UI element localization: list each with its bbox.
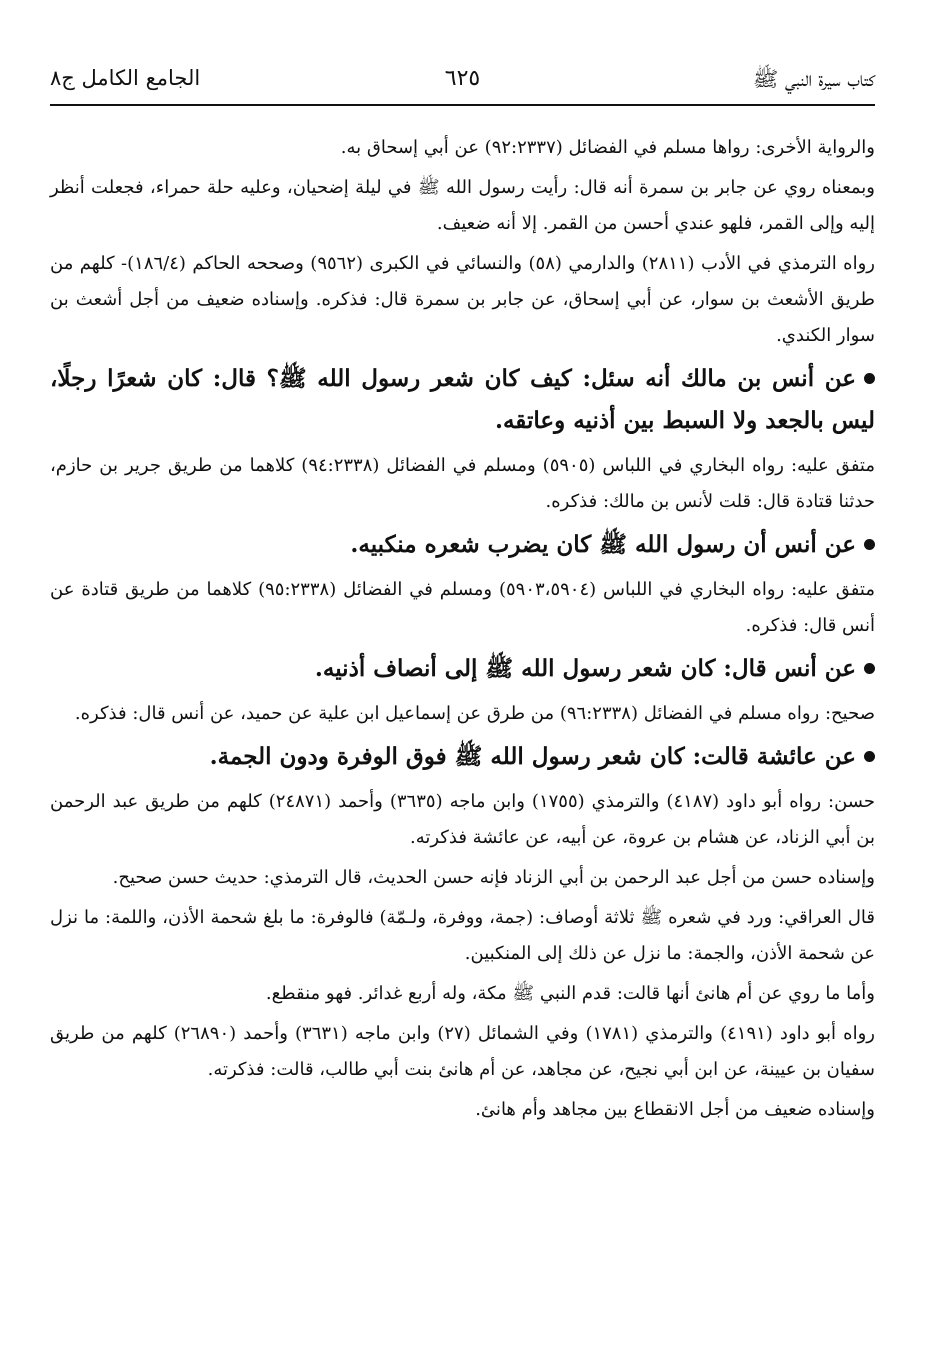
- paragraph-text: وإسناده ضعيف من أجل الانقطاع بين مجاهد وأم هانئ.: [475, 1099, 875, 1120]
- commentary-paragraph: [50, 448, 875, 520]
- commentary-paragraph: [50, 696, 875, 732]
- paragraph-text: متفق عليه: رواه البخاري في اللباس (٥٩٠٣،٥٩٠٤) ومسلم في الفضائل (٩٥:٢٣٣٨) كلاهما من طريق قتادة عن أنس قال: فذكره.: [50, 579, 875, 636]
- hadith-paragraph: [50, 358, 875, 442]
- paragraph-text: رواه الترمذي في الأدب (٢٨١١) والدارمي (٥٨) والنسائي في الكبرى (٩٥٦٢) وصححه الحاكم (١٨٦/٤)- كلهم من طريق الأشعث بن سوار، عن أبي إسحاق، عن جابر بن سمرة قال: فذكره. وإسناده ضعيف من أجل أشعث بن سوار الكندي.: [50, 253, 875, 346]
- page-content: [50, 130, 875, 1132]
- hadith-paragraph: [50, 648, 875, 690]
- paragraph-text: صحيح: رواه مسلم في الفضائل (٩٦:٢٣٣٨) من طرق عن إسماعيل ابن علية عن حميد، عن أنس قال: فذكره.: [74, 703, 875, 724]
- paragraph-text: حسن: رواه أبو داود (٤١٨٧) والترمذي (١٧٥٥) وابن ماجه (٣٦٣٥) وأحمد (٢٤٨٧١) كلهم من طريق عبد الرحمن بن أبي الزناد، عن هشام بن عروة، عن أبيه، عن عائشة فذكرته.: [50, 791, 875, 848]
- commentary-paragraph: [50, 900, 875, 972]
- commentary-paragraph: [50, 170, 875, 242]
- commentary-paragraph: [50, 784, 875, 856]
- paragraph-text: رواه أبو داود (٤١٩١) والترمذي (١٧٨١) وفي الشمائل (٢٧) وابن ماجه (٣٦٣١) وأحمد (٢٦٨٩٠) كلهم من طريق سفيان بن عيينة، عن ابن أبي نجيح، عن مجاهد، عن أم هانئ بنت أبي طالب، قالت: فذكرته.: [50, 1023, 875, 1080]
- page-number: ٦٢٥: [444, 66, 481, 91]
- commentary-paragraph: [50, 246, 875, 354]
- paragraph-text: وأما ما روي عن أم هانئ أنها قالت: قدم النبي ﷺ مكة، وله أربع غدائر. فهو منقطع.: [265, 983, 875, 1004]
- paragraph-text: عن عائشة قالت: كان شعر رسول الله ﷺ فوق الوفرة ودون الجمة.: [209, 743, 856, 770]
- bullet-icon: [864, 539, 875, 550]
- paragraph-text: قال العراقي: ورد في شعره ﷺ ثلاثة أوصاف: (جمة، ووفرة، ولـمّة) فالوفرة: ما بلغ شحمة الأذن، واللمة: ما نزل عن شحمة الأذن، والجمة: ما نزل عن ذلك إلى المنكبين.: [50, 907, 875, 964]
- paragraph-text: عن أنس بن مالك أنه سئل: كيف كان شعر رسول الله ﷺ؟ قال: كان شعرًا رجلًا، ليس بالجعد ولا السبط بين أذنيه وعاتقه.: [50, 365, 875, 434]
- paragraph-text: عن أنس قال: كان شعر رسول الله ﷺ إلى أنصاف أذنيه.: [314, 655, 856, 682]
- commentary-paragraph: [50, 1016, 875, 1088]
- running-header: [50, 60, 875, 106]
- bullet-icon: [864, 663, 875, 674]
- hadith-paragraph: [50, 524, 875, 566]
- volume-title: الجامع الكامل ج٨: [50, 66, 201, 90]
- paragraph-text: متفق عليه: رواه البخاري في اللباس (٥٩٠٥) ومسلم في الفضائل (٩٤:٢٣٣٨) كلاهما من طريق جرير بن حازم، حدثنا قتادة قال: قلت لأنس بن مالك: فذكره.: [50, 455, 875, 512]
- paragraph-text: وبمعناه روي عن جابر بن سمرة أنه قال: رأيت رسول الله ﷺ في ليلة إضحيان، وعليه حلة حمراء، فجعلت أنظر إليه وإلى القمر، فلهو عندي أحسن من القمر. إلا أنه ضعيف.: [50, 177, 875, 234]
- commentary-paragraph: [50, 1092, 875, 1128]
- commentary-paragraph: [50, 976, 875, 1012]
- commentary-paragraph: [50, 860, 875, 896]
- bullet-icon: [864, 373, 875, 384]
- book-title: كتاب سيرة النبي ﷺ: [752, 67, 875, 91]
- paragraph-text: والرواية الأخرى: رواها مسلم في الفضائل (٩٢:٢٣٣٧) عن أبي إسحاق به.: [340, 137, 875, 158]
- commentary-paragraph: [50, 130, 875, 166]
- commentary-paragraph: [50, 572, 875, 644]
- bullet-icon: [864, 751, 875, 762]
- book-page: [50, 0, 875, 1371]
- hadith-paragraph: [50, 736, 875, 778]
- paragraph-text: وإسناده حسن من أجل عبد الرحمن بن أبي الزناد فإنه حسن الحديث، قال الترمذي: حديث حسن صحيح.: [112, 867, 875, 888]
- paragraph-text: عن أنس أن رسول الله ﷺ كان يضرب شعره منكبيه.: [350, 531, 856, 558]
